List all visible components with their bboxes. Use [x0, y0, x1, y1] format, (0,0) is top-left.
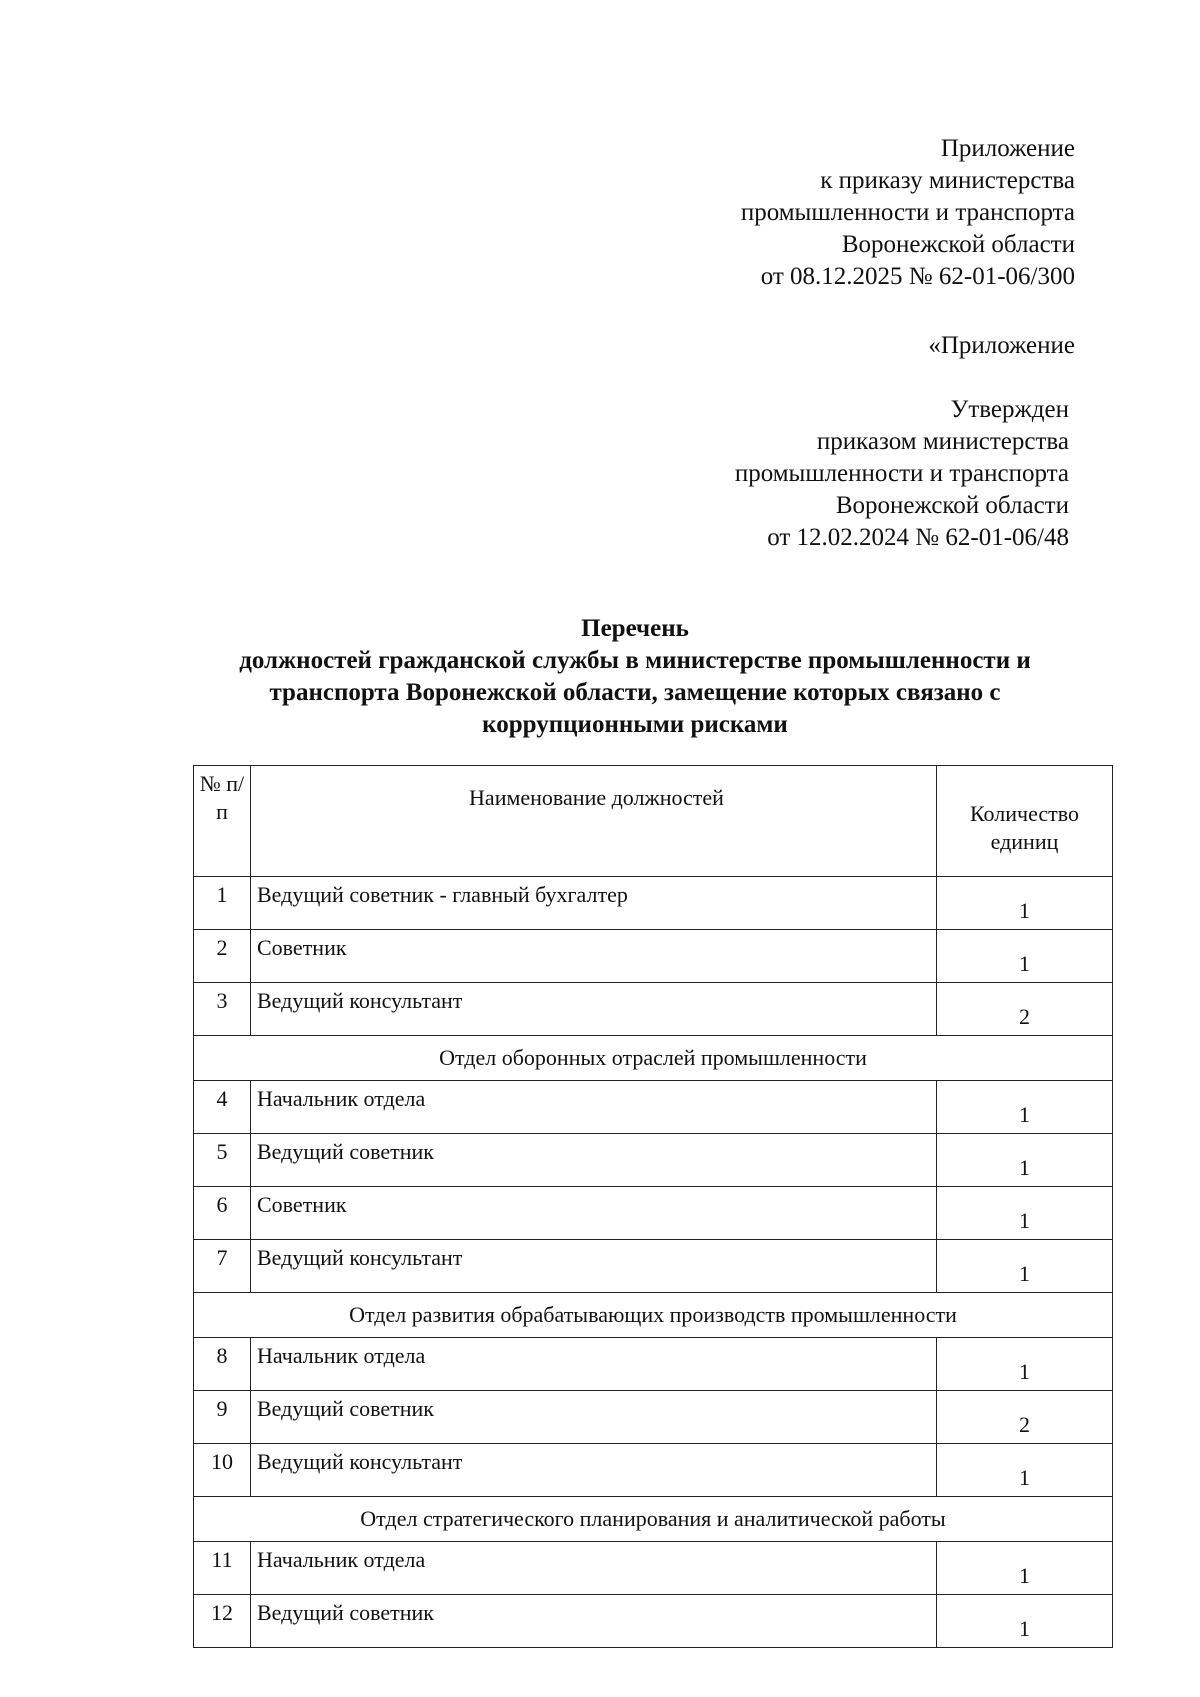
- appendix-line: к приказу министерства: [820, 167, 1075, 194]
- table-row: [194, 983, 1113, 1036]
- row-position-name: Ведущий советник: [251, 1134, 937, 1187]
- row-position-name: Советник: [251, 930, 937, 983]
- row-number: 2: [194, 930, 251, 983]
- row-quantity: 1: [937, 1338, 1113, 1391]
- title-line: Перечень: [581, 615, 689, 642]
- row-number: 8: [194, 1338, 251, 1391]
- approval-date-number: от 12.02.2024 № 62-01-06/48: [767, 524, 1069, 551]
- appendix-line: Воронежской области: [841, 231, 1075, 258]
- header-number: № п/п: [194, 766, 251, 877]
- header-position-name: Наименование должностей: [251, 766, 937, 877]
- table-row: [194, 1391, 1113, 1444]
- table-row: [194, 1240, 1113, 1293]
- row-quantity: 1: [937, 1595, 1113, 1648]
- row-quantity: 1: [937, 1081, 1113, 1134]
- row-number: 5: [194, 1134, 251, 1187]
- approval-line: промышленности и транспорта: [734, 460, 1069, 487]
- appendix-line: промышленности и транспорта: [740, 199, 1075, 226]
- approval-line: приказом министерства: [816, 428, 1069, 455]
- appendix-header: [741, 133, 1075, 293]
- row-position-name: Начальник отдела: [251, 1542, 937, 1595]
- table-header-row: [194, 766, 1113, 877]
- row-position-name: Начальник отдела: [251, 1338, 937, 1391]
- appendix-date-number: от 08.12.2025 № 62-01-06/300: [760, 263, 1075, 290]
- row-quantity: 1: [937, 877, 1113, 930]
- row-quantity: 2: [937, 1391, 1113, 1444]
- table-row: [194, 1444, 1113, 1497]
- approval-line: Воронежской области: [835, 492, 1069, 519]
- table-row: [194, 1134, 1113, 1187]
- quoted-appendix-label: [928, 330, 1075, 362]
- row-position-name: Ведущий советник: [251, 1595, 937, 1648]
- quoted-appendix-line: «Приложение: [928, 332, 1075, 359]
- positions-table: [193, 765, 1113, 1648]
- appendix-line: Приложение: [940, 135, 1075, 162]
- row-quantity: 1: [937, 1542, 1113, 1595]
- table-row: [194, 1187, 1113, 1240]
- section-row: [194, 1036, 1113, 1081]
- row-position-name: Ведущий советник - главный бухгалтер: [251, 877, 937, 930]
- document-title: [180, 613, 1090, 741]
- section-label: Отдел стратегического планирования и аналитической работы: [194, 1497, 1113, 1542]
- row-quantity: 1: [937, 1444, 1113, 1497]
- title-line: транспорта Воронежской области, замещение которых связано с: [269, 679, 1001, 706]
- row-number: 3: [194, 983, 251, 1036]
- table-row: [194, 930, 1113, 983]
- table-row: [194, 1338, 1113, 1391]
- row-position-name: Ведущий советник: [251, 1391, 937, 1444]
- row-number: 10: [194, 1444, 251, 1497]
- title-line: коррупционными рисками: [482, 711, 788, 738]
- row-quantity: 2: [937, 983, 1113, 1036]
- title-line: должностей гражданской службы в министерстве промышленности и: [239, 647, 1031, 674]
- row-position-name: Советник: [251, 1187, 937, 1240]
- row-quantity: 1: [937, 1240, 1113, 1293]
- row-quantity: 1: [937, 1187, 1113, 1240]
- row-quantity: 1: [937, 930, 1113, 983]
- row-position-name: Ведущий консультант: [251, 1240, 937, 1293]
- row-position-name: Начальник отдела: [251, 1081, 937, 1134]
- table-row: [194, 877, 1113, 930]
- row-number: 1: [194, 877, 251, 930]
- row-number: 4: [194, 1081, 251, 1134]
- header-quantity: Количество единиц: [937, 766, 1113, 877]
- approval-line: Утвержден: [950, 396, 1069, 423]
- row-number: 9: [194, 1391, 251, 1444]
- row-quantity: 1: [937, 1134, 1113, 1187]
- row-position-name: Ведущий консультант: [251, 1444, 937, 1497]
- row-position-name: Ведущий консультант: [251, 983, 937, 1036]
- table-row: [194, 1081, 1113, 1134]
- row-number: 12: [194, 1595, 251, 1648]
- section-label: Отдел развития обрабатывающих производств промышленности: [194, 1293, 1113, 1338]
- row-number: 6: [194, 1187, 251, 1240]
- section-label: Отдел оборонных отраслей промышленности: [194, 1036, 1113, 1081]
- table-row: [194, 1595, 1113, 1648]
- section-row: [194, 1497, 1113, 1542]
- table-row: [194, 1542, 1113, 1595]
- section-row: [194, 1293, 1113, 1338]
- row-number: 11: [194, 1542, 251, 1595]
- approval-block: [735, 394, 1069, 554]
- row-number: 7: [194, 1240, 251, 1293]
